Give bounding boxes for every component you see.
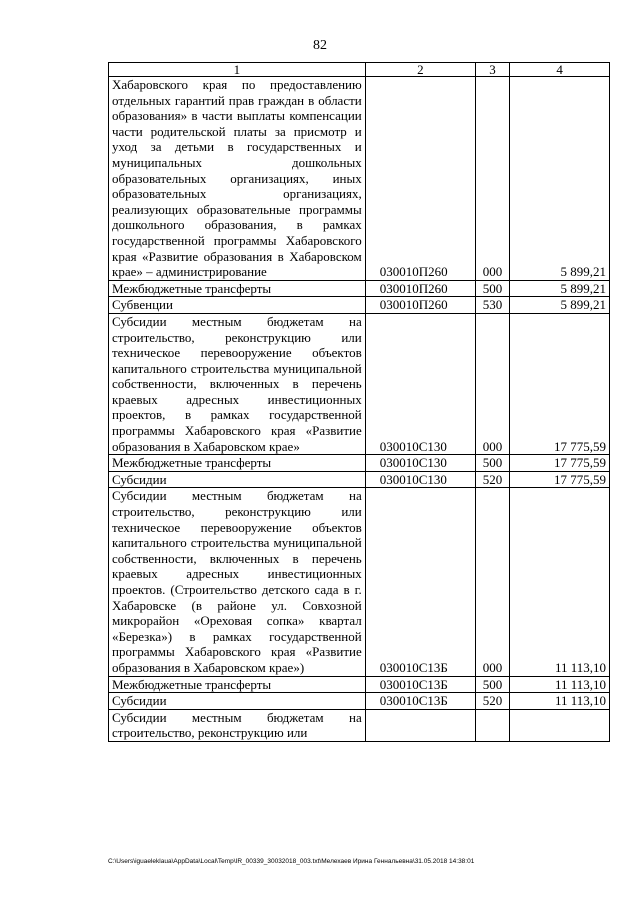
row-name-cell: Субсидии xyxy=(109,693,366,710)
table-row xyxy=(109,77,610,281)
row-vr-cell: 520 xyxy=(475,471,509,488)
row-code-cell: 030010С13Б xyxy=(365,488,475,676)
table-row xyxy=(109,693,610,710)
header-col-1: 1 xyxy=(109,63,366,77)
row-code-cell: 030010П260 xyxy=(365,77,475,281)
table-header-row xyxy=(109,63,610,77)
budget-table xyxy=(108,62,610,742)
row-name-cell: Межбюджетные трансферты xyxy=(109,280,366,297)
table-row xyxy=(109,297,610,314)
row-vr-cell: 000 xyxy=(475,488,509,676)
row-name-cell: Субвенции xyxy=(109,297,366,314)
row-vr-cell: 500 xyxy=(475,280,509,297)
file-path-footer: C:\Users\iguaeleklaua\AppData\Local\Temp\IR_00339_30032018_003.txt\Мелехаев Ирина Геннальевна\31.05.2018 14:38:01 xyxy=(108,858,475,865)
row-code-cell: 030010С13Б xyxy=(365,676,475,693)
table-row xyxy=(109,676,610,693)
row-name-cell: Хабаровского края по предоставлению отдельных гарантий прав граждан в области образования» в части выплаты компенсации части родительской платы за присмотр и уход за детьми в государственных и муниципальных дошкольных образовательных организациях, иных образовательных организациях, реализующих образовательные программы дошкольного образования, в рамках государственной программы Хабаровского края «Развитие образования в Хабаровском крае» – администрирование xyxy=(109,77,366,281)
page-number: 82 xyxy=(313,38,327,53)
row-vr-cell: 500 xyxy=(475,455,509,472)
row-amount-cell: 11 113,10 xyxy=(510,693,610,710)
row-vr-cell: 000 xyxy=(475,77,509,281)
header-col-3: 3 xyxy=(475,63,509,77)
row-vr-cell: 500 xyxy=(475,676,509,693)
row-code-cell: 030010С130 xyxy=(365,313,475,454)
table-row xyxy=(109,709,610,741)
row-amount-cell: 5 899,21 xyxy=(510,77,610,281)
row-code-cell: 030010П260 xyxy=(365,280,475,297)
row-name-cell: Субсидии местным бюджетам на строительство, реконструкцию или техническое перевооружение объектов капитального строительства муниципальной собственности, включенных в перечень краевых адресных инвестиционных проектов, в рамках государственной программы Хабаровского края «Развитие образования в Хабаровском крае» xyxy=(109,313,366,454)
row-amount-cell: 17 775,59 xyxy=(510,471,610,488)
row-amount-cell: 11 113,10 xyxy=(510,488,610,676)
row-name-cell: Субсидии местным бюджетам на строительство, реконструкцию или xyxy=(109,709,366,741)
row-vr-cell: 520 xyxy=(475,693,509,710)
row-vr-cell: 000 xyxy=(475,313,509,454)
table-row xyxy=(109,488,610,676)
row-name-cell: Межбюджетные трансферты xyxy=(109,455,366,472)
row-name-cell: Субсидии xyxy=(109,471,366,488)
header-col-2: 2 xyxy=(365,63,475,77)
row-code-cell xyxy=(365,709,475,741)
row-amount-cell: 5 899,21 xyxy=(510,297,610,314)
row-code-cell: 030010С130 xyxy=(365,471,475,488)
header-col-4: 4 xyxy=(510,63,610,77)
row-amount-cell xyxy=(510,709,610,741)
row-amount-cell: 17 775,59 xyxy=(510,313,610,454)
row-name-cell: Межбюджетные трансферты xyxy=(109,676,366,693)
row-code-cell: 030010П260 xyxy=(365,297,475,314)
table-row xyxy=(109,280,610,297)
row-name-cell: Субсидии местным бюджетам на строительство, реконструкцию или техническое перевооружение объектов капитального строительства муниципальной собственности, включенных в перечень краевых адресных инвестиционных проектов. (Строительство детского сада в г. Хабаровске (в районе ул. Совхозной микрорайон «Ореховая сопка» квартал «Березка») в рамках государственной программы Хабаровского края «Развитие образования в Хабаровском крае») xyxy=(109,488,366,676)
row-amount-cell: 11 113,10 xyxy=(510,676,610,693)
row-amount-cell: 17 775,59 xyxy=(510,455,610,472)
row-code-cell: 030010С130 xyxy=(365,455,475,472)
table-row xyxy=(109,471,610,488)
row-vr-cell xyxy=(475,709,509,741)
table-row xyxy=(109,455,610,472)
row-code-cell: 030010С13Б xyxy=(365,693,475,710)
row-amount-cell: 5 899,21 xyxy=(510,280,610,297)
row-vr-cell: 530 xyxy=(475,297,509,314)
table-row xyxy=(109,313,610,454)
